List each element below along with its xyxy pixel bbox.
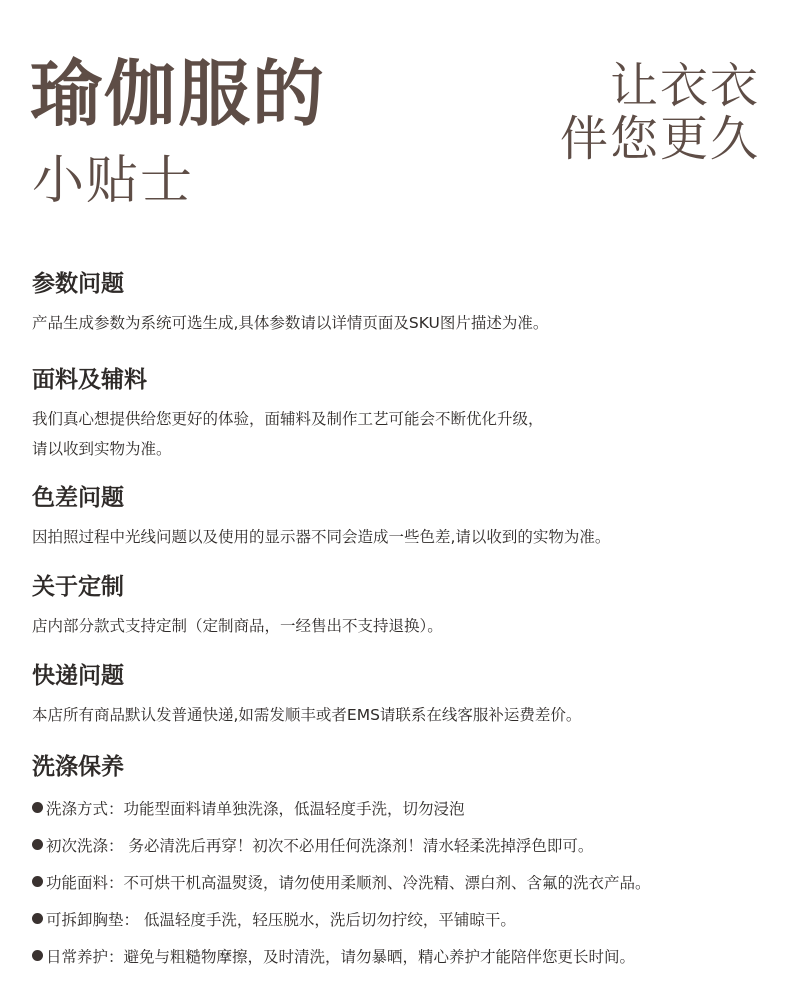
section-title: 快递问题: [32, 663, 124, 689]
list-item: [32, 939, 772, 976]
section-custom: [32, 573, 772, 641]
section-title: 面料及辅料: [32, 367, 147, 393]
list-item: [32, 902, 772, 939]
list-item: [32, 828, 772, 865]
section-text: [32, 308, 772, 338]
section-text: [32, 522, 772, 552]
section-line: 我们真心想提供给您更好的体验，面辅料及制作工艺可能会不断优化升级，: [32, 409, 544, 428]
section-care: [32, 753, 772, 976]
section-line: 本店所有商品默认发普通快递,如需发顺丰或者EMS请联系在线客服补运费差价。: [32, 705, 582, 724]
bullet-icon: [32, 839, 43, 850]
section-title: 关于定制: [32, 574, 124, 600]
tagline: [560, 60, 760, 166]
list-item: [32, 865, 772, 902]
bullet-icon: [32, 876, 43, 887]
section-title: 参数问题: [32, 271, 124, 297]
tagline-line: 让衣衣: [609, 58, 760, 114]
care-item-text: 功能面料：不可烘干机高温熨烫，请勿使用柔顺剂、冷洗精、漂白剂、含氟的洗衣产品。: [46, 873, 651, 892]
section-text: [32, 404, 772, 464]
section-line: 产品生成参数为系统可选生成,具体参数请以详情页面及SKU图片描述为准。: [32, 313, 549, 332]
section-text: [32, 700, 772, 730]
section-text: [32, 611, 772, 641]
care-item-text: 日常养护：避免与粗糙物摩擦，及时清洗，请勿暴晒，精心养护才能陪伴您更长时间。: [46, 947, 636, 966]
section-fabric: [32, 366, 772, 464]
list-item: [32, 791, 772, 828]
section-title: 洗涤保养: [32, 754, 124, 780]
care-list: [32, 791, 772, 976]
section-line: 请以收到实物为准。: [32, 439, 172, 458]
page-title: 瑜伽服的: [30, 52, 327, 136]
tagline-line: 伴您更久: [559, 110, 760, 167]
care-item-text: 洗涤方式：功能型面料请单独洗涤，低温轻度手洗，切勿浸泡: [46, 799, 465, 818]
section-line: 因拍照过程中光线问题以及使用的显示器不同会造成一些色差,请以收到的实物为准。: [32, 527, 611, 546]
section-title: 色差问题: [32, 485, 124, 511]
section-params: [32, 270, 772, 338]
section-shipping: [32, 662, 772, 730]
bullet-icon: [32, 950, 43, 961]
section-line: 店内部分款式支持定制（定制商品，一经售出不支持退换）。: [32, 616, 443, 635]
section-color-diff: [32, 484, 772, 552]
bullet-icon: [32, 802, 43, 813]
page-subtitle: 小贴士: [32, 151, 195, 211]
bullet-icon: [32, 913, 43, 924]
care-item-text: 可拆卸胸垫： 低温轻度手洗，轻压脱水，洗后切勿拧绞，平铺晾干。: [46, 910, 516, 929]
care-item-text: 初次洗涤： 务必清洗后再穿！初次不必用任何洗涤剂！清水轻柔洗掉浮色即可。: [46, 836, 594, 855]
